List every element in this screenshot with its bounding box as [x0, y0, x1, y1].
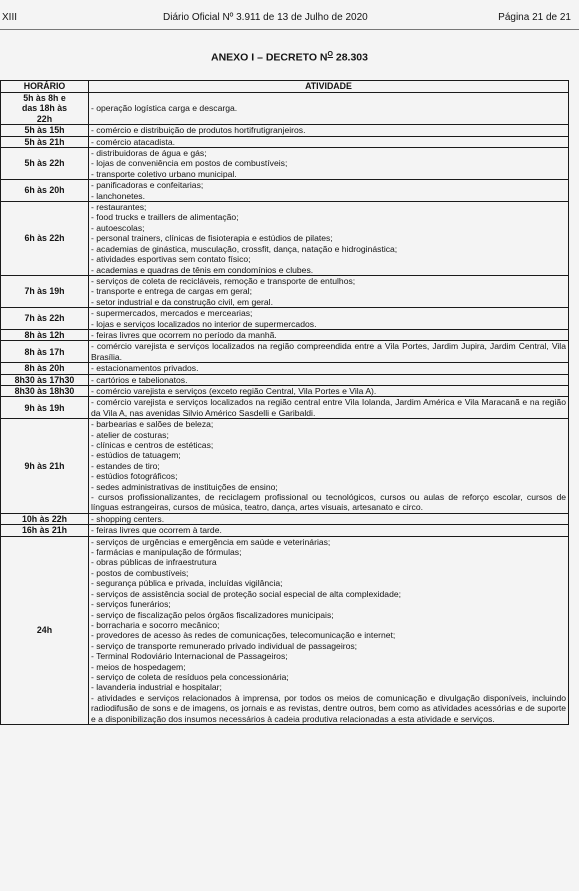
table-row — [1, 341, 569, 363]
activity-cell — [89, 202, 569, 276]
hour-cell: 5h às 15h — [1, 125, 89, 136]
activity-cell — [89, 374, 569, 385]
section-number: XIII — [2, 12, 18, 23]
activity-item: - serviço de coleta de resíduos pela concessionária; — [91, 671, 289, 682]
activity-cell — [89, 180, 569, 202]
hour-cell: 10h às 22h — [1, 513, 89, 524]
activity-cell — [89, 148, 569, 180]
hour-cell: 9h às 21h — [1, 419, 89, 514]
activity-item: - barbearias e salões de beleza; — [91, 419, 214, 430]
activity-cell — [89, 363, 569, 374]
activity-cell — [89, 308, 569, 330]
activity-item: - segurança pública e privada, incluídas vigilância; — [91, 578, 283, 589]
activity-cell — [89, 397, 569, 419]
activity-cell — [89, 329, 569, 340]
hour-cell: 24h — [1, 536, 89, 724]
table-row — [1, 419, 569, 514]
hour-cell: 9h às 19h — [1, 397, 89, 419]
table-row — [1, 202, 569, 276]
activity-item: - comércio varejista e serviços localizados na região central entre Vila Iolanda, Jardim América e Vila Maracanã e na região da Vila A, nas avenidas Silvio Américo Sasdelli e Garibaldi. — [91, 397, 566, 418]
activity-item: - cursos profissionalizantes, de reciclagem profissional ou tecnológicos, cursos ou aulas de reforço escolar, cursos de línguas estrangeiras, cursos de música, teatro, dança, artes visuais, artesanato e circo. — [91, 492, 566, 513]
activity-item: - personal trainers, clínicas de fisioterapia e estúdios de pilates; — [91, 233, 333, 244]
activity-item: - estúdios de tatuagem; — [91, 450, 181, 461]
activity-item: - farmácias e manipulação de fórmulas; — [91, 547, 242, 558]
activity-item: - lojas de conveniência em postos de combustíveis; — [91, 158, 288, 169]
table-row — [1, 363, 569, 374]
activity-item: - comércio varejista e serviços localizados na região compreendida entre a Vila Portes, Jardim Jupira, Jardim Central, Vila Brasília. — [91, 341, 566, 362]
activity-item: - comércio atacadista. — [91, 136, 176, 147]
activity-cell — [89, 341, 569, 363]
gazette-edition: Diário Oficial Nº 3.911 de 13 de Julho de 2020 — [163, 12, 368, 23]
activity-column-header: ATIVIDADE — [89, 81, 569, 93]
schedule-table — [0, 80, 569, 725]
hour-cell: 8h30 às 18h30 — [1, 385, 89, 396]
hour-cell: 8h às 12h — [1, 329, 89, 340]
activity-item: - transporte e entrega de cargas em geral; — [91, 286, 252, 297]
title-number: 28.303 — [332, 51, 368, 64]
activity-cell — [89, 525, 569, 536]
hour-cell: 7h às 22h — [1, 308, 89, 330]
activity-item: - distribuidoras de água e gás; — [91, 148, 207, 159]
document-title — [0, 51, 579, 64]
hour-cell: 16h às 21h — [1, 525, 89, 536]
activity-cell — [89, 385, 569, 396]
activity-item: - serviço de transporte remunerado privado individual de passageiros; — [91, 640, 358, 651]
activity-item: - Terminal Rodoviário Internacional de Passageiros; — [91, 651, 288, 662]
activity-item: - atividades esportivas sem contato físico; — [91, 254, 251, 265]
activity-item: - academias e quadras de tênis em condomínios e clubes. — [91, 264, 314, 275]
activity-item: - supermercados, mercados e mercearias; — [91, 308, 253, 319]
hour-cell: 8h às 17h — [1, 341, 89, 363]
header-divider — [0, 29, 579, 30]
activity-item: - serviços de assistência social de proteção social especial de alta complexidade; — [91, 588, 402, 599]
activity-item: - borracharia e socorro mecânico; — [91, 619, 220, 630]
table-row — [1, 397, 569, 419]
activity-item: - atelier de costuras; — [91, 429, 169, 440]
title-main: ANEXO I – DECRETO N — [211, 51, 328, 64]
table-row — [1, 93, 569, 125]
table-row — [1, 385, 569, 396]
activity-item: - lojas e serviços localizados no interior de supermercados. — [91, 318, 317, 329]
activity-item: - academias de ginástica, musculação, crossfit, dança, natação e hidroginástica; — [91, 243, 398, 254]
table-row — [1, 308, 569, 330]
table-row — [1, 148, 569, 180]
hour-cell: 5h às 21h — [1, 136, 89, 147]
hour-cell: 6h às 20h — [1, 180, 89, 202]
activity-item: - setor industrial e da construção civil, em geral. — [91, 296, 273, 307]
activity-item: - lanchonetes. — [91, 190, 145, 201]
activity-cell — [89, 419, 569, 514]
activity-cell — [89, 93, 569, 125]
hour-cell: 8h30 às 17h30 — [1, 374, 89, 385]
activity-item: - sedes administrativas de instituições de ensino; — [91, 481, 278, 492]
activity-item: - autoescolas; — [91, 222, 145, 233]
table-row — [1, 513, 569, 524]
activity-item: - shopping centers. — [91, 513, 165, 524]
activity-item: - feiras livres que ocorrem no período da manhã. — [91, 329, 277, 340]
activity-cell — [89, 125, 569, 136]
activity-item: - restaurantes; — [91, 202, 147, 213]
table-row — [1, 180, 569, 202]
page-header — [0, 11, 579, 25]
table-row — [1, 525, 569, 536]
schedule-table-container — [0, 80, 568, 725]
table-header-row — [1, 81, 569, 93]
activity-item: - food trucks e traillers de alimentação; — [91, 212, 239, 223]
hour-cell: 7h às 19h — [1, 275, 89, 307]
activity-item: - comércio varejista e serviços (exceto região Central, Vila Portes e Vila A). — [91, 385, 377, 396]
table-row — [1, 125, 569, 136]
activity-item: - estacionamentos privados. — [91, 363, 199, 374]
activity-item: - serviços de urgências e emergência em saúde e veterinárias; — [91, 536, 331, 547]
activity-item: - estandes de tiro; — [91, 460, 160, 471]
activity-item: - feiras livres que ocorrem à tarde. — [91, 525, 222, 536]
table-row — [1, 329, 569, 340]
activity-item: - meios de hospedagem; — [91, 661, 186, 672]
activity-item: - serviços de coleta de recicláveis, remoção e transporte de entulhos; — [91, 275, 356, 286]
activity-cell — [89, 275, 569, 307]
activity-cell — [89, 513, 569, 524]
activity-item: - estúdios fotográficos; — [91, 471, 178, 482]
hour-cell: 5h às 22h — [1, 148, 89, 180]
hour-column-header: HORÁRIO — [1, 81, 89, 93]
activity-item: - cartórios e tabelionatos. — [91, 374, 188, 385]
activity-item: - operação logística carga e descarga. — [91, 103, 238, 114]
title-superscript: O — [327, 51, 333, 58]
activity-item: - panificadoras e confeitarias; — [91, 180, 204, 191]
activity-item: - obras públicas de infraestrutura — [91, 557, 217, 568]
table-row — [1, 275, 569, 307]
activity-item: - postos de combustíveis; — [91, 567, 189, 578]
activity-item: - clínicas e centros de estéticas; — [91, 440, 214, 450]
activity-item: - serviço de fiscalização pelos órgãos fiscalizadores municipais; — [91, 609, 334, 620]
page-number: Página 21 de 21 — [498, 12, 571, 23]
activity-item: - provedores de acesso às redes de comunicações, telecomunicação e internet; — [91, 630, 396, 641]
hour-cell: 6h às 22h — [1, 202, 89, 276]
activity-cell — [89, 136, 569, 147]
hour-cell: 5h às 8h e das 18h às 22h — [1, 93, 89, 125]
activity-cell — [89, 536, 569, 724]
table-row — [1, 374, 569, 385]
activity-item: - lavanderia industrial e hospitalar; — [91, 682, 222, 693]
activity-item: - transporte coletivo urbano municipal. — [91, 168, 237, 179]
activity-item: - atividades e serviços relacionados à imprensa, por todos os meios de comunicação e divulgação disponíveis, incluindo radiodifusão de sons e de imagens, os jornais e as revistas, dentre outros, bem como as atividades acessórias e de suporte e a disponibilização dos insumos necessários à cadeia produtiva relacionadas a esta atividade e serviços. — [91, 692, 566, 724]
activity-item: - comércio e distribuição de produtos hortifrutigranjeiros. — [91, 125, 306, 136]
schedule-rows — [1, 93, 569, 725]
hour-cell: 8h às 20h — [1, 363, 89, 374]
table-row — [1, 536, 569, 724]
table-row — [1, 136, 569, 147]
activity-item: - serviços funerários; — [91, 599, 171, 610]
